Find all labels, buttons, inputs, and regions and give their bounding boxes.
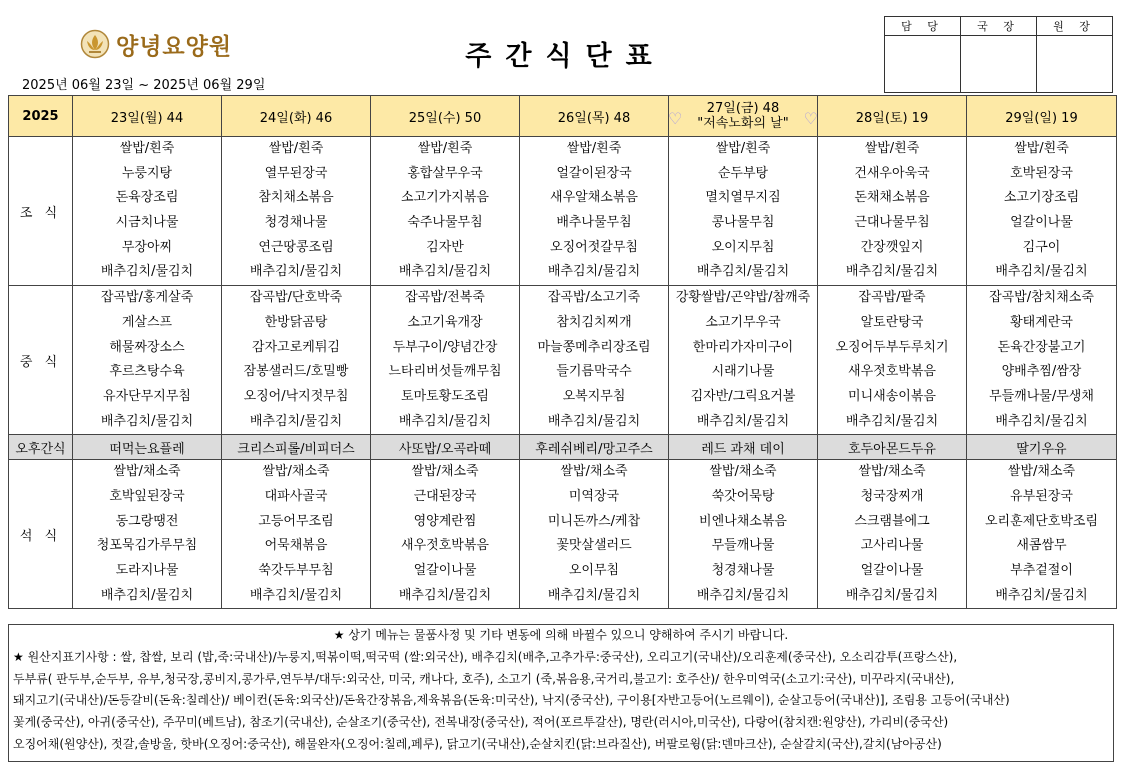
day-header-thu: 26일(목) 48 (520, 96, 669, 137)
menu-item: 배추김치/물김치 (547, 264, 641, 280)
snack-cell: 레드 과채 데이 (669, 435, 818, 460)
menu-item: 마늘쫑메추리장조림 (537, 339, 651, 355)
approval-label-head: 원 장 (1037, 17, 1113, 36)
menu-item: 강황쌀밥/곤약밥/참깨죽 (675, 290, 811, 306)
menu-item: 새콤쌈무 (1016, 538, 1067, 554)
menu-item: 얼갈이나물 (860, 563, 924, 578)
dinner-row (9, 460, 1117, 609)
approval-label-director: 국 장 (961, 17, 1037, 36)
approval-sign-head[interactable] (1037, 36, 1113, 93)
snack-cell: 후레쉬베리/망고주스 (520, 435, 669, 460)
menu-item: 미역장국 (568, 488, 620, 504)
menu-item: 쌀밥/채소죽 (411, 464, 479, 480)
heart-icon: ♡ (803, 109, 818, 128)
menu-item: 잡곡밥/단호박죽 (249, 290, 343, 306)
menu-item: 도라지나물 (115, 563, 179, 578)
menu-item: 쑥갓두부무침 (258, 563, 334, 578)
menu-item: 호박된장국 (1010, 165, 1073, 181)
menu-item: 부추겉절이 (1010, 563, 1073, 578)
menu-item: 건새우아욱국 (854, 165, 930, 181)
menu-item: 돈육간장불고기 (997, 339, 1086, 355)
menu-item: 배추김치/물김치 (398, 413, 492, 429)
menu-item: 오징어두부두루치기 (835, 339, 949, 355)
menu-item: 비엔나채소볶음 (699, 513, 787, 529)
snack-cell: 사또밥/오곡라떼 (371, 435, 520, 460)
menu-item: 쌀밥/채소죽 (113, 464, 181, 480)
lunch-cell (73, 286, 222, 435)
menu-item: 어묵채볶음 (264, 538, 328, 554)
menu-item: 두부구이/양념간장 (392, 339, 498, 355)
menu-item: 쌀밥/흰죽 (417, 141, 473, 156)
menu-item: 쌀밥/흰죽 (119, 141, 175, 156)
lunch-cell (967, 286, 1117, 435)
weekly-menu-table (8, 95, 1117, 609)
menu-item: 쌀밥/흰죽 (715, 141, 771, 156)
day-header-sun: 29일(일) 19 (967, 96, 1117, 137)
menu-item: 배추김치/물김치 (100, 587, 194, 603)
meal-label-snack: 오후간식 (9, 435, 73, 460)
breakfast-cell (73, 137, 222, 286)
menu-item: 얼갈이나물 (1010, 215, 1073, 231)
menu-item: 돈채채소볶음 (854, 190, 930, 206)
menu-item: 멸치열무지짐 (705, 190, 781, 206)
menu-item: 연근땅콩조림 (258, 239, 334, 255)
menu-item: 소고기장조림 (1003, 190, 1080, 206)
day-header-fri-sub: "저속노화의 날" (697, 116, 789, 131)
lunch-row (9, 286, 1117, 435)
menu-item: 배추김치/물김치 (249, 264, 343, 280)
menu-item: 토마토황도조림 (401, 388, 489, 404)
menu-item: 배추김치/물김치 (696, 587, 790, 603)
menu-item: 돈육장조림 (115, 190, 179, 206)
approval-sign-director[interactable] (961, 36, 1037, 93)
menu-item: 참치채소볶음 (258, 190, 334, 206)
dinner-cell (73, 460, 222, 609)
menu-item: 청경채나물 (264, 215, 328, 231)
snack-cell: 떠먹는요플레 (73, 435, 222, 460)
menu-item: 김자반 (426, 239, 464, 255)
menu-item: 배추김치/물김치 (696, 413, 790, 429)
menu-item: 숙주나물무침 (407, 215, 483, 231)
menu-item: 배추나물무침 (556, 215, 632, 231)
menu-item: 무들깨나물/무생채 (989, 388, 1094, 404)
menu-item: 들기름막국수 (556, 364, 632, 380)
menu-item: 황태계란국 (1010, 314, 1073, 330)
menu-item: 미니돈까스/케찹 (547, 513, 641, 529)
day-header-tue: 24일(화) 46 (222, 96, 371, 137)
notes-line: ★ 원산지표기사항 : 쌀, 찹쌀, 보리 (밥,죽:국내산)/누룽지,떡볶이떡,떡국떡 (쌀:외국산), 배추김치(배추,고추가루:중국산), 오리고기(국내산)/오리훈제(중국산), 오소리감투(프랑스산), (13, 649, 958, 664)
menu-item: 잡곡밥/참치채소죽 (989, 290, 1094, 306)
notes-line: 두부류( 판두부,순두부, 유부,청국장,콩비지,콩가루,연두부/대두:외국산, 미국, 캐나다, 호주), 소고기 (죽,볶음용,국거리,불고기: 호주산)/ 한우미역국(소고기:국산), 미꾸라지(국내산), (13, 671, 955, 686)
menu-item: 근대나물무침 (854, 215, 930, 231)
breakfast-cell (818, 137, 967, 286)
menu-item: 느타리버섯들깨무침 (388, 364, 502, 380)
menu-item: 순두부탕 (717, 165, 769, 181)
day-header-wed: 25일(수) 50 (371, 96, 520, 137)
menu-item: 쑥갓어묵탕 (711, 488, 775, 504)
snack-row (9, 435, 1117, 460)
menu-item: 배추김치/물김치 (995, 264, 1088, 280)
notes-line: 오징어채(원양산), 젓갈,솔방울, 핫바(오징어:중국산), 해물완자(오징어:칠레,페루), 닭고기(국내산),순살치킨(닭:브라질산), 버팔로윙(닭:덴마크산), 순살갈치(국산),갈치(남아공산) (13, 736, 942, 751)
menu-item: 오이지무침 (711, 239, 775, 255)
breakfast-cell (967, 137, 1117, 286)
menu-item: 콩나물무침 (711, 215, 775, 231)
menu-item: 새우알채소볶음 (550, 190, 638, 206)
menu-item: 시래기나물 (711, 364, 775, 380)
menu-item: 청포묵김가루무침 (96, 538, 198, 554)
day-header-sat: 28일(토) 19 (818, 96, 967, 137)
menu-item: 소고기육개장 (407, 314, 483, 330)
menu-item: 한마리가자미구이 (692, 339, 794, 355)
menu-item: 소고기무우국 (705, 314, 781, 330)
menu-item: 미니새송이볶음 (848, 388, 936, 404)
menu-item: 참치김치찌개 (556, 314, 632, 330)
snack-cell: 호두아몬드두유 (818, 435, 967, 460)
menu-item: 유부된장국 (1010, 488, 1073, 504)
lunch-cell (222, 286, 371, 435)
dinner-cell (520, 460, 669, 609)
menu-item: 청국장찌개 (860, 488, 924, 504)
menu-item: 유자단무지무침 (103, 388, 191, 404)
menu-item: 호박잎된장국 (109, 488, 185, 504)
menu-item: 쌀밥/흰죽 (864, 141, 920, 156)
menu-item: 배추김치/물김치 (845, 587, 939, 603)
menu-item: 배추김치/물김치 (995, 587, 1088, 603)
menu-item: 근대된장국 (413, 488, 477, 504)
dinner-cell (371, 460, 520, 609)
menu-item: 배추김치/물김치 (398, 264, 492, 280)
page-title: 주간식단표 (465, 41, 666, 72)
snack-cell: 크리스피롤/비피더스 (222, 435, 371, 460)
day-header-fri (669, 96, 818, 137)
menu-item: 배추김치/물김치 (547, 413, 641, 429)
day-header-fri-label: 27일(금) 48 (706, 101, 780, 116)
approval-label-staff: 담 당 (885, 17, 961, 36)
dinner-cell (669, 460, 818, 609)
meal-label-breakfast: 조 식 (9, 137, 73, 286)
notes-line: 돼지고기(국내산)/돈등갈비(돈육:칠레산)/ 베이컨(돈육:외국산)/돈육간장볶음,제육볶음(돈육:미국산), 낙지(중국산), 구이용[자반고등어(노르웨이), 순살고등어(국내산)], 조림용 고등어(국내산) (13, 693, 1010, 708)
menu-item: 쌀밥/채소죽 (709, 464, 777, 480)
menu-item: 게살스프 (121, 314, 173, 330)
menu-item: 배추김치/물김치 (696, 264, 790, 280)
menu-item: 김구이 (1022, 239, 1061, 255)
menu-item: 잡곡밥/소고기죽 (547, 290, 641, 306)
menu-item: 고사리나물 (860, 538, 924, 554)
menu-item: 양배추찜/쌈장 (1001, 364, 1082, 380)
menu-item: 쌀밥/흰죽 (268, 141, 324, 156)
lunch-cell (371, 286, 520, 435)
menu-item: 간장깻잎지 (860, 239, 924, 255)
menu-item: 대파사골국 (264, 488, 328, 504)
menu-item: 쌀밥/채소죽 (560, 464, 628, 480)
dinner-cell (967, 460, 1117, 609)
menu-item: 새우젓호박볶음 (401, 538, 489, 554)
menu-item: 청경채나물 (711, 563, 775, 578)
menu-item: 홍합살무우국 (407, 165, 483, 181)
menu-item: 배추김치/물김치 (249, 587, 343, 603)
notes-line: ★ 상기 메뉴는 물품사정 및 기타 변동에 의해 바뀔수 있으니 양해하여 주시기 바랍니다. (333, 628, 789, 642)
menu-item: 잠봉샐러드/호밀빵 (243, 364, 349, 380)
menu-item: 소고기가지볶음 (401, 190, 489, 206)
menu-item: 오징어/낙지젓무침 (243, 388, 349, 404)
menu-item: 쌀밥/채소죽 (858, 464, 926, 480)
menu-item: 쌀밥/흰죽 (566, 141, 622, 156)
menu-item: 오리훈제단호박조림 (984, 513, 1099, 529)
menu-item: 쌀밥/채소죽 (262, 464, 330, 480)
menu-item: 배추김치/물김치 (845, 264, 939, 280)
menu-item: 배추김치/물김치 (100, 264, 194, 280)
menu-item: 배추김치/물김치 (100, 413, 194, 429)
menu-item: 배추김치/물김치 (845, 413, 939, 429)
logo-text: 양녕요양원 (116, 33, 233, 60)
menu-item: 시금치나물 (115, 215, 179, 231)
lunch-cell (520, 286, 669, 435)
menu-item: 열무된장국 (264, 165, 328, 181)
menu-item: 쌀밥/흰죽 (1014, 141, 1069, 156)
menu-item: 영양계란찜 (413, 513, 477, 529)
menu-item: 배추김치/물김치 (547, 587, 641, 603)
menu-item: 잡곡밥/팥죽 (858, 290, 926, 306)
meal-label-dinner: 석 식 (9, 460, 73, 609)
notes-line: 꽃게(중국산), 아귀(중국산), 주꾸미(베트남), 참조기(국내산), 순살조기(중국산), 전복내장(중국산), 적어(포르투갈산), 명란(러시아,미국산), 다랑어(참치캔:원양산), 가리비(중국산) (13, 715, 949, 730)
dinner-cell (222, 460, 371, 609)
menu-item: 동그랑땡전 (115, 513, 179, 529)
approval-sign-staff[interactable] (885, 36, 961, 93)
menu-item: 꽃맛살샐러드 (556, 538, 632, 554)
menu-item: 새우젓호박볶음 (848, 364, 936, 380)
menu-item: 후르츠탕수육 (109, 364, 185, 380)
menu-item: 무들깨나물 (711, 538, 775, 554)
menu-item: 오이무침 (568, 563, 620, 578)
menu-item: 오복지무침 (562, 388, 626, 404)
day-header-mon: 23일(월) 44 (73, 96, 222, 137)
menu-item: 한방닭곰탕 (264, 314, 328, 330)
menu-item: 알토란탕국 (860, 314, 924, 330)
meal-label-lunch: 중 식 (9, 286, 73, 435)
menu-item: 잡곡밥/홍게살죽 (100, 290, 194, 306)
breakfast-row (9, 137, 1117, 286)
menu-item: 누룽지탕 (121, 165, 173, 181)
year-header: 2025 (9, 96, 73, 137)
snack-cell: 딸기우유 (967, 435, 1117, 460)
menu-item: 얼갈이나물 (413, 563, 477, 578)
menu-item: 배추김치/물김치 (398, 587, 492, 603)
date-range: 2025년 06월 23일 ~ 2025년 06월 29일 (22, 78, 266, 93)
heart-icon: ♡ (668, 109, 683, 128)
breakfast-cell (222, 137, 371, 286)
menu-item: 김자반/그릭요거볼 (690, 388, 796, 404)
lunch-cell (818, 286, 967, 435)
lunch-cell (669, 286, 818, 435)
menu-item: 배추김치/물김치 (995, 413, 1088, 429)
menu-item: 고등어무조림 (258, 513, 334, 529)
dinner-cell (818, 460, 967, 609)
breakfast-cell (520, 137, 669, 286)
menu-item: 감자고로케튀김 (252, 339, 340, 355)
breakfast-cell (669, 137, 818, 286)
breakfast-cell (371, 137, 520, 286)
menu-item: 해물짜장소스 (109, 339, 185, 355)
menu-item: 배추김치/물김치 (249, 413, 343, 429)
menu-item: 얼갈이된장국 (556, 165, 632, 181)
menu-item: 잡곡밥/전복죽 (405, 290, 485, 306)
menu-item: 스크램블에그 (854, 513, 930, 529)
origin-notes (8, 624, 1114, 762)
menu-item: 쌀밥/채소죽 (1007, 464, 1076, 480)
menu-item: 무장아찌 (121, 239, 173, 255)
approval-box (884, 16, 1113, 93)
menu-item: 오징어젓갈무침 (550, 239, 638, 255)
